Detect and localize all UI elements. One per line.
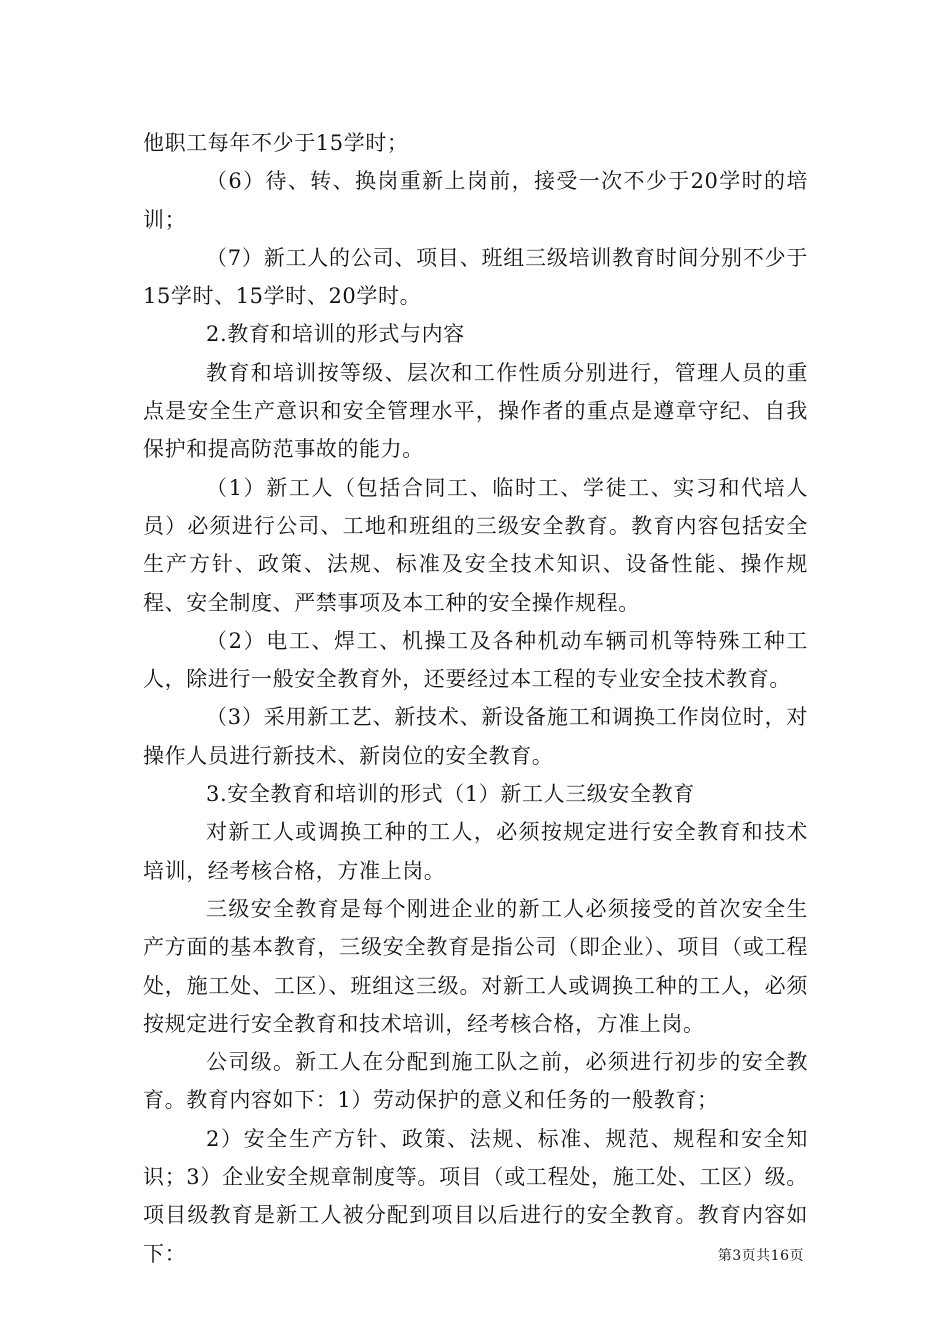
paragraph-new-worker-training: 对新工人或调换工种的工人，必须按规定进行安全教育和技术培训，经考核合格，方准上岗。 [143, 820, 808, 883]
paragraph-three-level-education: 三级安全教育是每个刚进企业的新工人必须接受的首次安全生产方面的基本教育，三级安全教育是指公司（即企业）、项目（或工程处，施工处、工区）、班组这三级。对新工人或调换工种的工人，必须按规定进行安全教育和技术培训，经考核合格，方准上岗。 [143, 896, 808, 1036]
paragraph-company-level: 公司级。新工人在分配到施工队之前，必须进行初步的安全教育。教育内容如下：1）劳动保护的意义和任务的一般教育； [143, 1050, 808, 1113]
paragraph-item-7: （7）新工人的公司、项目、班组三级培训教育时间分别不少于15学时、15学时、20学时。 [143, 245, 808, 309]
paragraph-continuation: 他职工每年不少于15学时； [143, 131, 409, 155]
paragraph-item-1-new-workers: （1）新工人（包括合同工、临时工、学徒工、实习和代培人员）必须进行公司、工地和班组的三级安全教育。教育内容包括安全生产方针、政策、法规、标准及安全技术知识、设备性能、操作规程、安全制度、严禁事项及本工种的安全操作规程。 [143, 475, 808, 615]
paragraph-item-6: （6）待、转、换岗重新上岗前，接受一次不少于20学时的培训； [143, 169, 808, 232]
paragraph-item-3-new-tech: （3）采用新工艺、新技术、新设备施工和调换工作岗位时，对操作人员进行新技术、新岗位的安全教育。 [143, 705, 808, 768]
section-heading-2: 2.教育和培训的形式与内容 [206, 322, 465, 347]
paragraph-project-level: 2）安全生产方针、政策、法规、标准、规范、规程和安全知识；3）企业安全规章制度等。项目（或工程处，施工处、工区）级。项目级教育是新工人被分配到项目以后进行的安全教育。教育内容如下： [143, 1126, 808, 1266]
page-number-footer: 第3页共16页 [717, 1248, 804, 1264]
document-body [143, 124, 808, 1273]
section-heading-3: 3.安全教育和培训的形式（1）新工人三级安全教育 [206, 782, 695, 807]
paragraph-education-overview: 教育和培训按等级、层次和工作性质分别进行，管理人员的重点是安全生产意识和安全管理水平，操作者的重点是遵章守纪、自我保护和提高防范事故的能力。 [143, 360, 808, 462]
paragraph-item-2-special-workers: （2）电工、焊工、机操工及各种机动车辆司机等特殊工种工人，除进行一般安全教育外，还要经过本工程的专业安全技术教育。 [143, 628, 808, 692]
